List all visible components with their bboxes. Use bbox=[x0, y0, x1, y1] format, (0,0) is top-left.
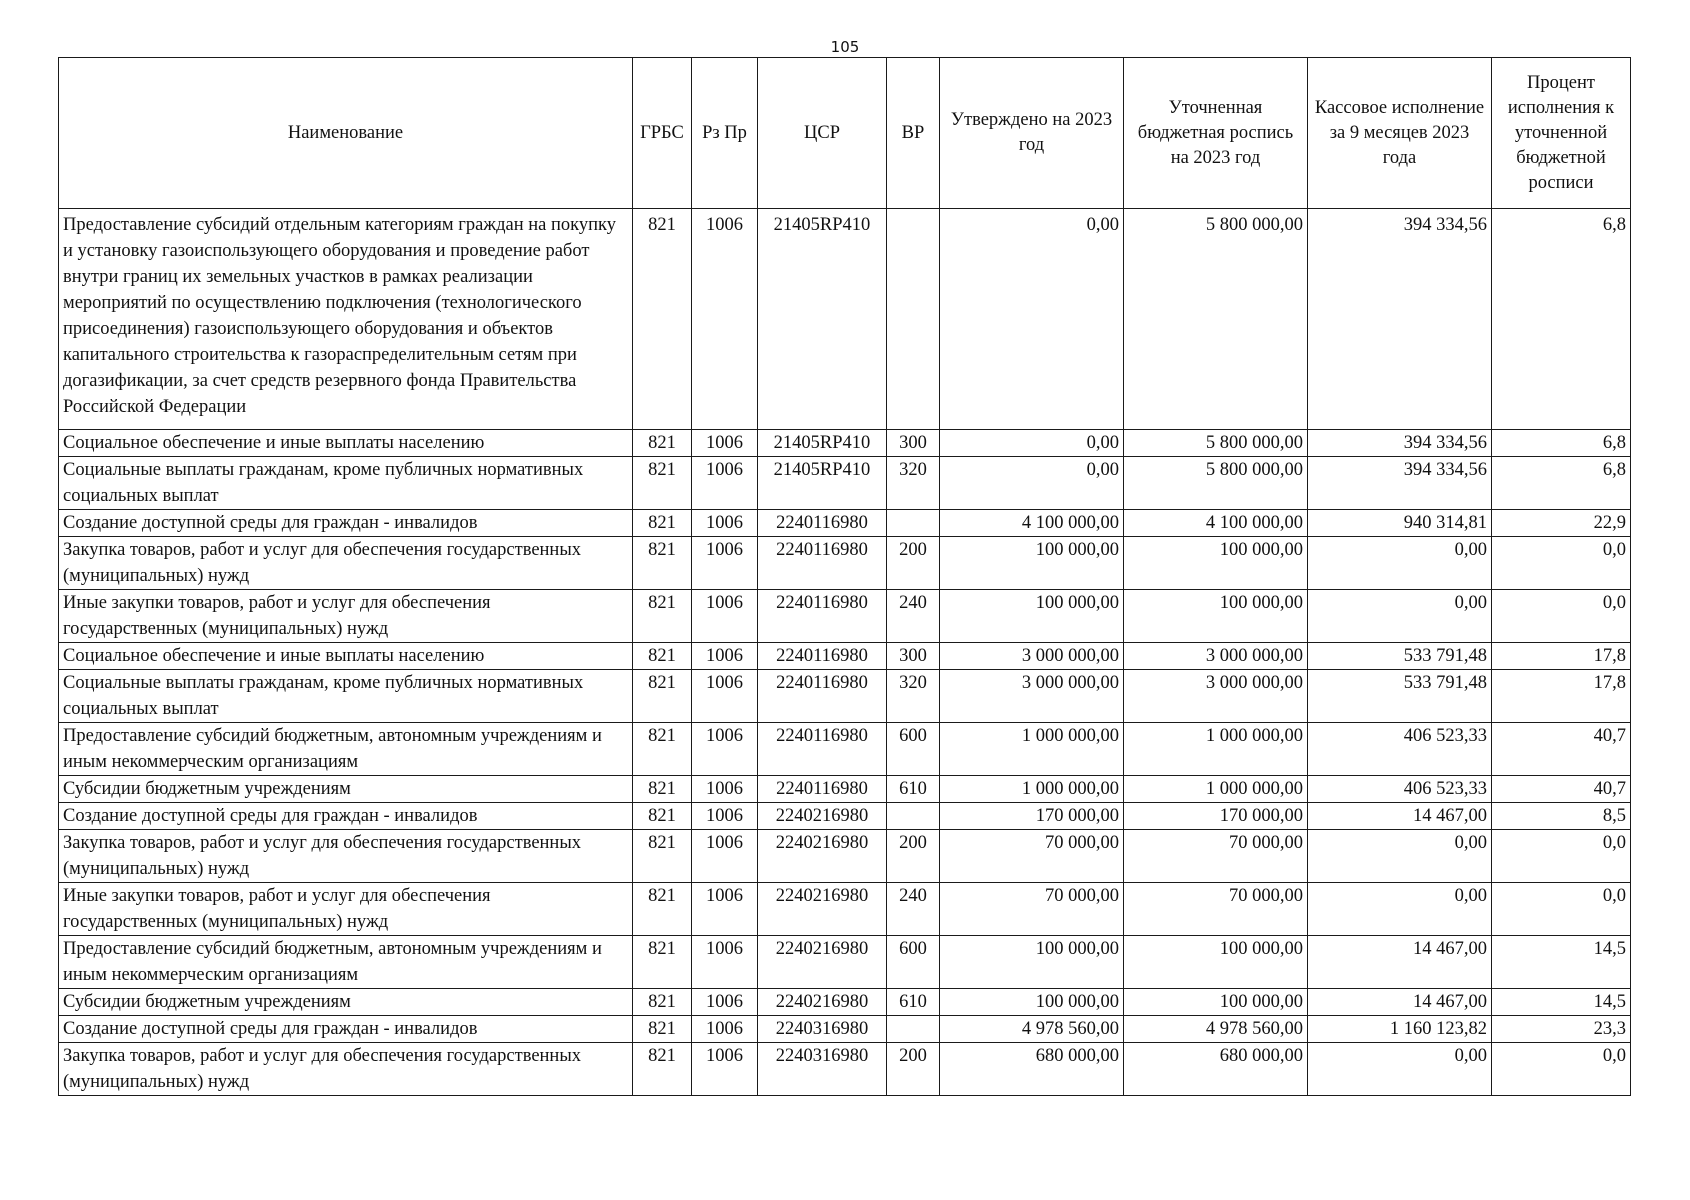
cell-percent: 0,0 bbox=[1492, 830, 1631, 883]
cell-cash: 940 314,81 bbox=[1308, 510, 1492, 537]
cell-rzpr: 1006 bbox=[692, 590, 758, 643]
cell-csr: 2240116980 bbox=[758, 510, 887, 537]
table-row bbox=[59, 457, 1631, 510]
table-row bbox=[59, 883, 1631, 936]
cell-approved: 1 000 000,00 bbox=[940, 723, 1124, 776]
cell-csr: 2240116980 bbox=[758, 723, 887, 776]
cell-refined: 1 000 000,00 bbox=[1124, 776, 1308, 803]
table-row bbox=[59, 830, 1631, 883]
cell-rzpr: 1006 bbox=[692, 883, 758, 936]
cell-approved: 70 000,00 bbox=[940, 883, 1124, 936]
cell-vr bbox=[887, 209, 940, 430]
cell-grbs: 821 bbox=[633, 989, 692, 1016]
cell-rzpr: 1006 bbox=[692, 510, 758, 537]
cell-refined: 100 000,00 bbox=[1124, 537, 1308, 590]
table-row bbox=[59, 643, 1631, 670]
cell-percent: 40,7 bbox=[1492, 723, 1631, 776]
cell-csr: 2240216980 bbox=[758, 989, 887, 1016]
cell-vr: 200 bbox=[887, 537, 940, 590]
header-grbs: ГРБС bbox=[633, 58, 692, 209]
cell-vr: 200 bbox=[887, 830, 940, 883]
cell-rzpr: 1006 bbox=[692, 936, 758, 989]
cell-cash: 0,00 bbox=[1308, 590, 1492, 643]
cell-vr: 320 bbox=[887, 670, 940, 723]
cell-cash: 406 523,33 bbox=[1308, 723, 1492, 776]
table-row bbox=[59, 936, 1631, 989]
cell-cash: 14 467,00 bbox=[1308, 989, 1492, 1016]
cell-vr: 300 bbox=[887, 430, 940, 457]
cell-grbs: 821 bbox=[633, 883, 692, 936]
cell-percent: 17,8 bbox=[1492, 643, 1631, 670]
cell-grbs: 821 bbox=[633, 430, 692, 457]
table-row bbox=[59, 803, 1631, 830]
cell-csr: 2240216980 bbox=[758, 936, 887, 989]
cell-grbs: 821 bbox=[633, 209, 692, 430]
cell-grbs: 821 bbox=[633, 1043, 692, 1096]
header-refined: Уточненная бюджетная роспись на 2023 год bbox=[1124, 58, 1308, 209]
cell-approved: 100 000,00 bbox=[940, 936, 1124, 989]
cell-percent: 14,5 bbox=[1492, 989, 1631, 1016]
header-rzpr: Рз Пр bbox=[692, 58, 758, 209]
cell-rzpr: 1006 bbox=[692, 537, 758, 590]
cell-rzpr: 1006 bbox=[692, 670, 758, 723]
cell-csr: 2240216980 bbox=[758, 803, 887, 830]
cell-name: Иные закупки товаров, работ и услуг для обеспечения государственных (муниципальных) нужд bbox=[59, 590, 633, 643]
cell-vr: 610 bbox=[887, 776, 940, 803]
cell-cash: 0,00 bbox=[1308, 1043, 1492, 1096]
cell-approved: 100 000,00 bbox=[940, 590, 1124, 643]
cell-name: Закупка товаров, работ и услуг для обеспечения государственных (муниципальных) нужд bbox=[59, 830, 633, 883]
cell-cash: 1 160 123,82 bbox=[1308, 1016, 1492, 1043]
cell-percent: 0,0 bbox=[1492, 590, 1631, 643]
cell-approved: 3 000 000,00 bbox=[940, 643, 1124, 670]
cell-cash: 14 467,00 bbox=[1308, 936, 1492, 989]
cell-cash: 406 523,33 bbox=[1308, 776, 1492, 803]
table-row bbox=[59, 776, 1631, 803]
cell-csr: 2240316980 bbox=[758, 1043, 887, 1096]
cell-approved: 680 000,00 bbox=[940, 1043, 1124, 1096]
table-row bbox=[59, 1043, 1631, 1096]
cell-rzpr: 1006 bbox=[692, 457, 758, 510]
cell-grbs: 821 bbox=[633, 936, 692, 989]
cell-rzpr: 1006 bbox=[692, 830, 758, 883]
cell-csr: 21405RP410 bbox=[758, 209, 887, 430]
header-cash: Кассовое исполнение за 9 месяцев 2023 года bbox=[1308, 58, 1492, 209]
cell-percent: 22,9 bbox=[1492, 510, 1631, 537]
cell-refined: 4 978 560,00 bbox=[1124, 1016, 1308, 1043]
cell-grbs: 821 bbox=[633, 723, 692, 776]
cell-name: Социальные выплаты гражданам, кроме публичных нормативных социальных выплат bbox=[59, 670, 633, 723]
cell-grbs: 821 bbox=[633, 510, 692, 537]
cell-percent: 6,8 bbox=[1492, 457, 1631, 510]
cell-name: Социальное обеспечение и иные выплаты населению bbox=[59, 643, 633, 670]
cell-vr bbox=[887, 510, 940, 537]
cell-vr: 240 bbox=[887, 590, 940, 643]
cell-grbs: 821 bbox=[633, 670, 692, 723]
table-row bbox=[59, 510, 1631, 537]
cell-cash: 14 467,00 bbox=[1308, 803, 1492, 830]
header-approved: Утверждено на 2023 год bbox=[940, 58, 1124, 209]
cell-approved: 70 000,00 bbox=[940, 830, 1124, 883]
cell-rzpr: 1006 bbox=[692, 776, 758, 803]
table-row bbox=[59, 989, 1631, 1016]
cell-refined: 70 000,00 bbox=[1124, 883, 1308, 936]
cell-approved: 4 100 000,00 bbox=[940, 510, 1124, 537]
cell-grbs: 821 bbox=[633, 590, 692, 643]
cell-approved: 100 000,00 bbox=[940, 989, 1124, 1016]
cell-name: Социальные выплаты гражданам, кроме публичных нормативных социальных выплат bbox=[59, 457, 633, 510]
table-row bbox=[59, 430, 1631, 457]
table-body bbox=[59, 209, 1631, 1096]
cell-grbs: 821 bbox=[633, 457, 692, 510]
cell-vr: 610 bbox=[887, 989, 940, 1016]
cell-percent: 6,8 bbox=[1492, 209, 1631, 430]
cell-rzpr: 1006 bbox=[692, 1043, 758, 1096]
page-number: 105 bbox=[830, 38, 860, 56]
cell-name: Субсидии бюджетным учреждениям bbox=[59, 989, 633, 1016]
cell-grbs: 821 bbox=[633, 830, 692, 883]
header-vr: ВР bbox=[887, 58, 940, 209]
cell-csr: 2240316980 bbox=[758, 1016, 887, 1043]
cell-percent: 0,0 bbox=[1492, 537, 1631, 590]
cell-vr: 240 bbox=[887, 883, 940, 936]
table-row bbox=[59, 537, 1631, 590]
cell-rzpr: 1006 bbox=[692, 1016, 758, 1043]
cell-rzpr: 1006 bbox=[692, 643, 758, 670]
cell-percent: 40,7 bbox=[1492, 776, 1631, 803]
cell-name: Создание доступной среды для граждан - инвалидов bbox=[59, 1016, 633, 1043]
cell-refined: 170 000,00 bbox=[1124, 803, 1308, 830]
cell-approved: 0,00 bbox=[940, 457, 1124, 510]
cell-name: Предоставление субсидий отдельным категориям граждан на покупку и установку газоиспользующего оборудования и проведение работ внутри границ их земельных участков в рамках реализации мероприятий по осуществлению подключения (технологического присоединения) газоиспользующего оборудования и объектов капитального строительства к газораспределительным сетям при догазификации, за счет средств резервного фонда Правительства Российской Федерации bbox=[59, 209, 633, 430]
table-row bbox=[59, 590, 1631, 643]
cell-name: Иные закупки товаров, работ и услуг для обеспечения государственных (муниципальных) нужд bbox=[59, 883, 633, 936]
cell-name: Создание доступной среды для граждан - инвалидов bbox=[59, 510, 633, 537]
cell-approved: 0,00 bbox=[940, 430, 1124, 457]
cell-name: Закупка товаров, работ и услуг для обеспечения государственных (муниципальных) нужд bbox=[59, 1043, 633, 1096]
cell-rzpr: 1006 bbox=[692, 723, 758, 776]
cell-refined: 3 000 000,00 bbox=[1124, 643, 1308, 670]
cell-percent: 0,0 bbox=[1492, 1043, 1631, 1096]
cell-percent: 23,3 bbox=[1492, 1016, 1631, 1043]
cell-name: Закупка товаров, работ и услуг для обеспечения государственных (муниципальных) нужд bbox=[59, 537, 633, 590]
cell-vr bbox=[887, 803, 940, 830]
cell-csr: 21405RP410 bbox=[758, 457, 887, 510]
cell-csr: 2240216980 bbox=[758, 830, 887, 883]
cell-refined: 5 800 000,00 bbox=[1124, 457, 1308, 510]
cell-cash: 533 791,48 bbox=[1308, 643, 1492, 670]
cell-grbs: 821 bbox=[633, 776, 692, 803]
header-csr: ЦСР bbox=[758, 58, 887, 209]
cell-approved: 3 000 000,00 bbox=[940, 670, 1124, 723]
cell-percent: 17,8 bbox=[1492, 670, 1631, 723]
table-header-row bbox=[59, 58, 1631, 209]
header-name: Наименование bbox=[59, 58, 633, 209]
cell-vr: 320 bbox=[887, 457, 940, 510]
cell-percent: 0,0 bbox=[1492, 883, 1631, 936]
cell-refined: 1 000 000,00 bbox=[1124, 723, 1308, 776]
cell-refined: 3 000 000,00 bbox=[1124, 670, 1308, 723]
cell-rzpr: 1006 bbox=[692, 989, 758, 1016]
cell-vr: 300 bbox=[887, 643, 940, 670]
table-row bbox=[59, 209, 1631, 430]
cell-rzpr: 1006 bbox=[692, 209, 758, 430]
cell-name: Социальное обеспечение и иные выплаты населению bbox=[59, 430, 633, 457]
cell-percent: 6,8 bbox=[1492, 430, 1631, 457]
cell-cash: 394 334,56 bbox=[1308, 209, 1492, 430]
cell-refined: 100 000,00 bbox=[1124, 936, 1308, 989]
cell-csr: 2240116980 bbox=[758, 643, 887, 670]
cell-grbs: 821 bbox=[633, 803, 692, 830]
cell-name: Субсидии бюджетным учреждениям bbox=[59, 776, 633, 803]
cell-name: Создание доступной среды для граждан - инвалидов bbox=[59, 803, 633, 830]
cell-cash: 0,00 bbox=[1308, 883, 1492, 936]
cell-approved: 0,00 bbox=[940, 209, 1124, 430]
cell-refined: 5 800 000,00 bbox=[1124, 209, 1308, 430]
cell-approved: 4 978 560,00 bbox=[940, 1016, 1124, 1043]
cell-cash: 394 334,56 bbox=[1308, 457, 1492, 510]
cell-approved: 100 000,00 bbox=[940, 537, 1124, 590]
cell-refined: 100 000,00 bbox=[1124, 989, 1308, 1016]
cell-csr: 2240116980 bbox=[758, 776, 887, 803]
cell-csr: 2240116980 bbox=[758, 590, 887, 643]
cell-csr: 2240116980 bbox=[758, 670, 887, 723]
cell-name: Предоставление субсидий бюджетным, автономным учреждениям и иным некоммерческим организациям bbox=[59, 936, 633, 989]
cell-csr: 2240116980 bbox=[758, 537, 887, 590]
cell-vr: 600 bbox=[887, 723, 940, 776]
cell-percent: 8,5 bbox=[1492, 803, 1631, 830]
table-row bbox=[59, 670, 1631, 723]
cell-grbs: 821 bbox=[633, 1016, 692, 1043]
cell-csr: 21405RP410 bbox=[758, 430, 887, 457]
header-percent: Процент исполнения к уточненной бюджетной росписи bbox=[1492, 58, 1631, 209]
cell-cash: 0,00 bbox=[1308, 537, 1492, 590]
table-row bbox=[59, 723, 1631, 776]
cell-csr: 2240216980 bbox=[758, 883, 887, 936]
cell-vr bbox=[887, 1016, 940, 1043]
cell-refined: 70 000,00 bbox=[1124, 830, 1308, 883]
cell-refined: 100 000,00 bbox=[1124, 590, 1308, 643]
cell-cash: 394 334,56 bbox=[1308, 430, 1492, 457]
cell-refined: 680 000,00 bbox=[1124, 1043, 1308, 1096]
cell-vr: 600 bbox=[887, 936, 940, 989]
budget-table bbox=[58, 57, 1631, 1096]
cell-refined: 5 800 000,00 bbox=[1124, 430, 1308, 457]
cell-refined: 4 100 000,00 bbox=[1124, 510, 1308, 537]
cell-approved: 1 000 000,00 bbox=[940, 776, 1124, 803]
cell-cash: 0,00 bbox=[1308, 830, 1492, 883]
cell-cash: 533 791,48 bbox=[1308, 670, 1492, 723]
cell-percent: 14,5 bbox=[1492, 936, 1631, 989]
cell-approved: 170 000,00 bbox=[940, 803, 1124, 830]
cell-rzpr: 1006 bbox=[692, 803, 758, 830]
cell-vr: 200 bbox=[887, 1043, 940, 1096]
cell-rzpr: 1006 bbox=[692, 430, 758, 457]
cell-name: Предоставление субсидий бюджетным, автономным учреждениям и иным некоммерческим организациям bbox=[59, 723, 633, 776]
cell-grbs: 821 bbox=[633, 643, 692, 670]
cell-grbs: 821 bbox=[633, 537, 692, 590]
table-row bbox=[59, 1016, 1631, 1043]
